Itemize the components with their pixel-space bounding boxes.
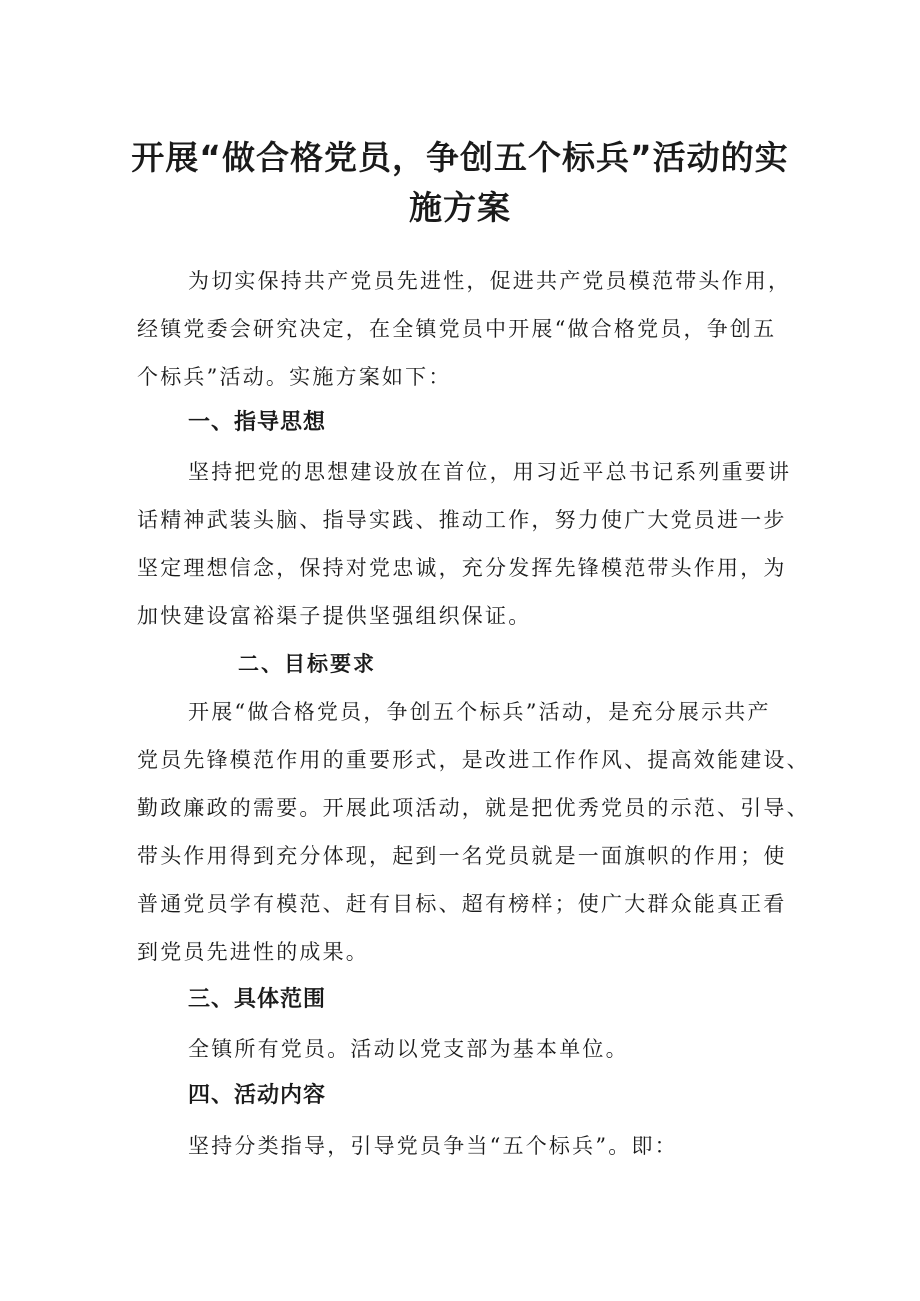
section-2-line-1: 开展“做合格党员，争创五个标兵”活动，是充分展示共产 xyxy=(188,700,771,724)
section-1-heading: 一、指导思想 xyxy=(188,410,327,435)
section-2-line-3: 勤政廉政的需要。开展此项活动，就是把优秀党员的示范、引导、 xyxy=(137,796,810,820)
intro-line-2: 经镇党委会研究决定，在全镇党员中开展“做合格党员，争创五 xyxy=(137,317,777,341)
section-2-line-2: 党员先锋模范作用的重要形式，是改进工作作风、提高效能建设、 xyxy=(137,748,810,772)
section-2-line-6: 到党员先进性的成果。 xyxy=(137,940,369,964)
intro-line-3: 个标兵”活动。实施方案如下： xyxy=(137,365,452,389)
section-2-heading: 二、目标要求 xyxy=(238,651,376,676)
document-title-line-1: 开展“做合格党员，争创五个标兵”活动的实 xyxy=(131,138,789,177)
section-3-heading: 三、具体范围 xyxy=(188,987,327,1012)
section-1-line-4: 加快建设富裕渠子提供坚强组织保证。 xyxy=(137,604,532,628)
intro-line-1: 为切实保持共产党员先进性，促进共产党员模范带头作用， xyxy=(188,269,792,293)
section-4-heading: 四、活动内容 xyxy=(188,1083,327,1108)
section-1-line-2: 话精神武装头脑、指导实践、推动工作，努力使广大党员进一步 xyxy=(137,508,787,532)
section-1-line-3: 坚定理想信念，保持对党忠诚，充分发挥先锋模范带头作用，为 xyxy=(137,556,787,580)
section-2-line-4: 带头作用得到充分体现，起到一名党员就是一面旗帜的作用；使 xyxy=(137,844,787,868)
document-title-line-2: 施方案 xyxy=(409,188,511,227)
section-3-line-1: 全镇所有党员。活动以党支部为基本单位。 xyxy=(188,1037,629,1061)
section-4-line-1: 坚持分类指导，引导党员争当“五个标兵”。即： xyxy=(188,1134,678,1158)
section-2-line-5: 普通党员学有模范、赶有目标、超有榜样；使广大群众能真正看 xyxy=(137,892,787,916)
section-1-line-1: 坚持把党的思想建设放在首位，用习近平总书记系列重要讲 xyxy=(188,460,792,484)
